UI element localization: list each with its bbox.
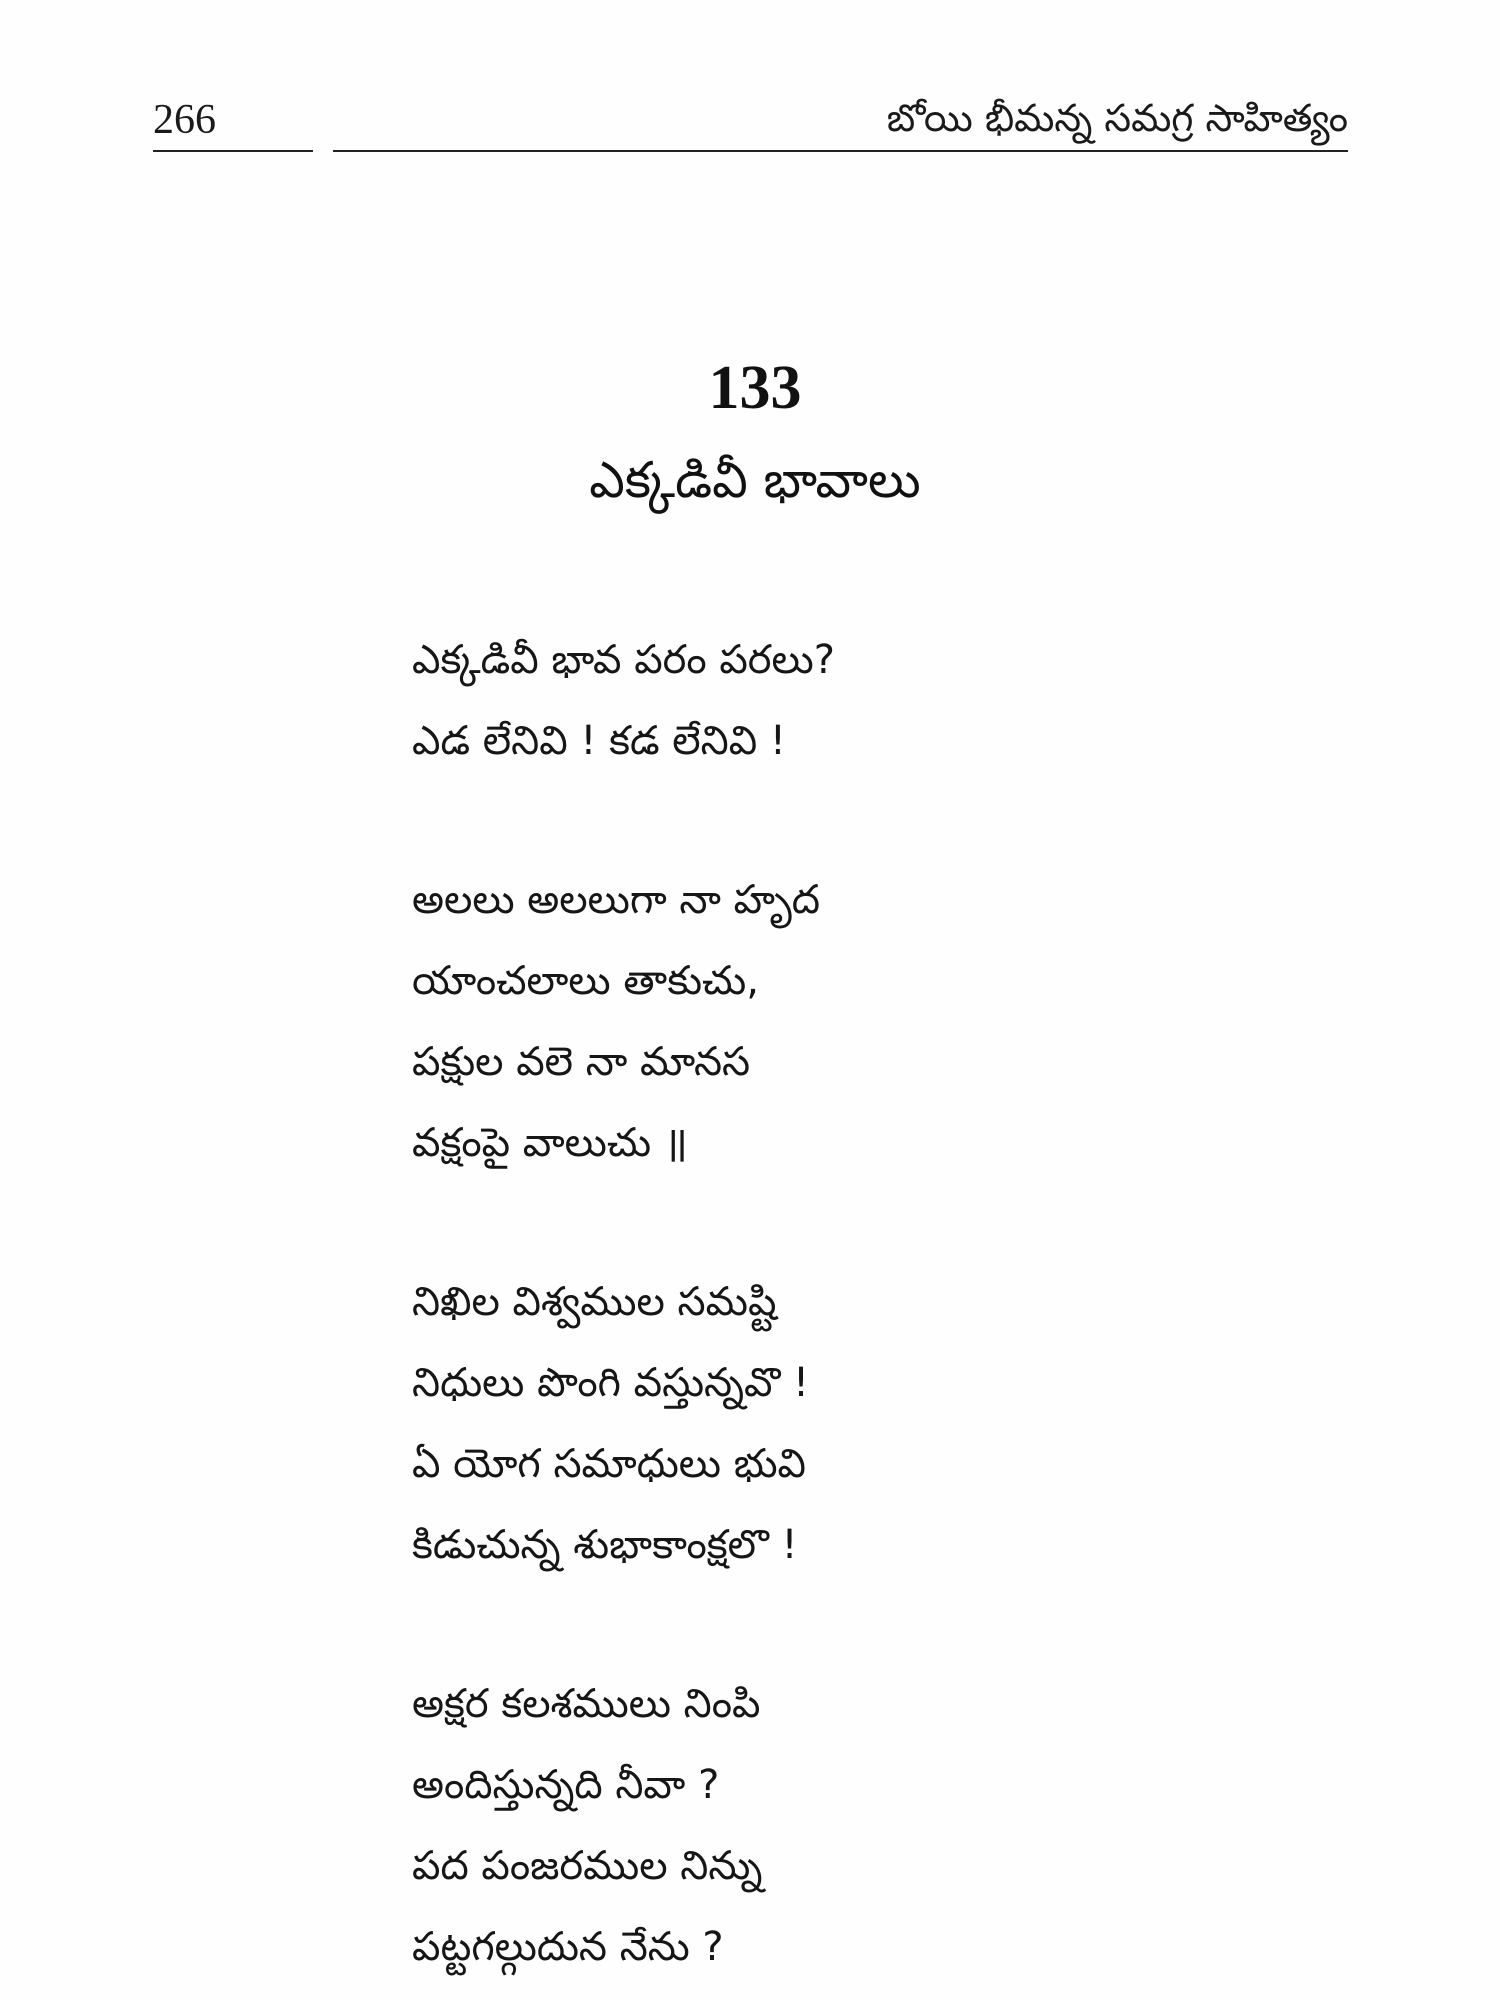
header-rule-left — [153, 150, 313, 152]
running-title: బోయి భీమన్న సమగ్ర సాహిత్యం — [886, 96, 1348, 140]
poem-line: ఎడ లేనివి ! కడ లేనివి ! — [412, 718, 786, 764]
poem-line: నిధులు పొంగి వస్తున్నవొ ! — [412, 1360, 810, 1406]
stanza-3 — [412, 1262, 1312, 1586]
poem-body — [412, 620, 1312, 2000]
stanza-1 — [412, 620, 1312, 782]
header-rule-right — [333, 150, 1348, 152]
poem-line: వక్షంపై వాలుచు ॥ — [412, 1120, 688, 1166]
poem-line: కిడుచున్న శుభాకాంక్షలొ ! — [412, 1522, 798, 1568]
page-header — [153, 92, 1348, 158]
poem-line: అలలు అలలుగా నా హృద — [412, 877, 821, 923]
poem-title: ఎక్కడివీ భావాలు — [589, 451, 921, 509]
poem-line: అక్షర కలశములు నింపి — [412, 1681, 761, 1727]
poem-line: యాంచలాలు తాకుచు, — [412, 958, 759, 1004]
poem-line: ఏ యోగ సమాధులు భువి — [412, 1441, 806, 1487]
poem-line: అందిస్తున్నది నీవా ? — [412, 1762, 720, 1808]
poem-line: పద పంజరముల నిన్ను — [412, 1843, 763, 1889]
poem-number: 133 — [708, 354, 802, 422]
stanza-4 — [412, 1664, 1312, 1988]
poem-line: పక్షుల వలె నా మానస — [412, 1039, 751, 1085]
poem-line: నిఖిల విశ్వముల సమష్టి — [412, 1279, 777, 1325]
page-number: 266 — [153, 97, 216, 143]
poem-line: పట్టగల్గుదున నేను ? — [412, 1924, 724, 1970]
poem-line: ఎక్కడివీ భావ పరం పరలు? — [412, 637, 835, 683]
stanza-2 — [412, 860, 1312, 1184]
